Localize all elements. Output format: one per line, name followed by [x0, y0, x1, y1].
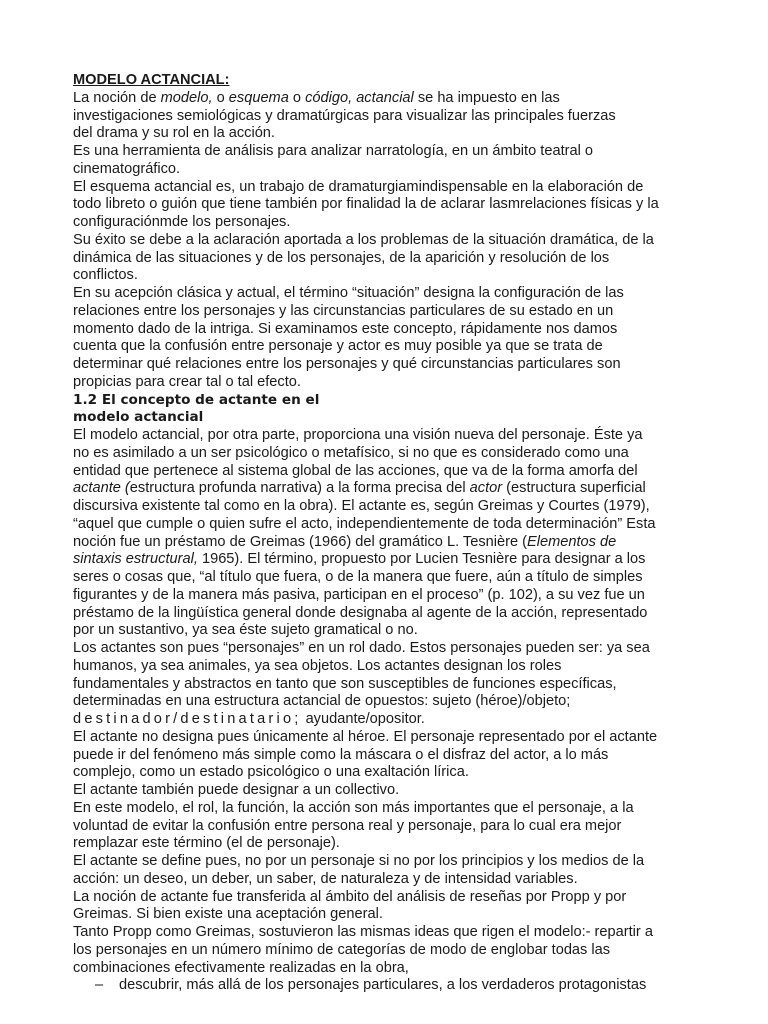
paragraph-exito: Su éxito se debe a la aclaración aportada a los problemas de la situación dramática, de la dinámica de las situaciones y de los personajes, de la aparición y resolución de los conflictos. [73, 231, 654, 284]
dash-bullet-icon: – [95, 977, 104, 994]
paragraph-esquema: El esquema actancial es, un trabajo de dramaturgiamindispensable en la elaboración de todo libreto o guión que tiene también por finalidad la de aclarar lasmrelaciones físicas y la configuraciónmde los personajes. [73, 178, 659, 230]
paragraph-propp: Tanto Propp como Greimas, sostuvieron las mismas ideas que rigen el modelo:- repartir a los personajes en un número mínimo de categorías de modo de englobar todas las combinaciones efectivamente realizadas en la obra, [73, 924, 653, 976]
paragraph-define: El actante se define pues, no por un personaje si no por los principios y los medios de la acción: un deseo, un deber, un saber, de naturaleza y de intensidad variables. [73, 853, 645, 887]
document-page [73, 72, 703, 995]
paragraph-heroe: El actante no designa pues únicamente al héroe. El personaje representado por el actante puede ir del fenómeno más simple como la máscara o el disfraz del actor, a lo más complejo, como un estado psicológico o una exaltación lírica. [73, 728, 658, 781]
paragraph-rol: En este modelo, el rol, la función, la acción son más importantes que el personaje, a la voluntad de evitar la confusión entre persona real y personaje, para lo cual era mejor remplazar este término (el de personaje). [73, 799, 634, 852]
paragraph-modelo: El modelo actancial, por otra parte, proporciona una visión nueva del personaje. Éste ya no es asimilado a un ser psicológico o metafísico, si no que es considerado como una entidad que pertenece al sistema global de las acciones, que va de la forma amorfa del actante (estructura profunda narrativa) a la forma precisa del actor (estructura superficial discursiva existente tal como en la obra). El actante es, según Greimas y Courtes (1979), “aquel que cumple o quien sufre el acto, independientemente de toda determinación” Esta noción fue un préstamo de Greimas (1966) del gramático L. Tesnière (Elementos de sintaxis estructural, 1965). El término, propuesto por Lucien Tesnière para designar a los seres o cosas que, “al título que fuera, o de la manera que fuere, aún a título de simples figurantes y de la manera más pasiva, participan en el proceso” (p. 102), a su vez fue un préstamo de la lingüística general donde designaba al agente de la acción, representado por un sustantivo, ya sea éste sujeto gramatical o no. [73, 427, 656, 639]
paragraph-actantes: Los actantes son pues “personajes” en un rol dado. Estos personajes pueden ser: ya sea humanos, ya sea animales, ya sea objetos. Los actantes designan los roles fundamentales y abstractos en tanto que son susceptibles de funciones específicas, determinadas en una estructura actancial de opuestos: sujeto (héroe)/objeto; destinador/destinatario; ayudante/opositor. [73, 640, 650, 727]
list-item: – descubrir, más allá de los personajes particulares, a los verdaderos protagonistas [95, 977, 647, 994]
paragraph-nocion: La noción de actante fue transferida al ámbito del análisis de reseñas por Propp y por Greimas. Si bien existe una aceptación general. [73, 888, 627, 923]
document-title: MODELO ACTANCIAL: [73, 72, 230, 88]
section-heading: 1.2 El concepto de actante en el modelo actancial [73, 391, 320, 426]
paragraph-colectivo: El actante también puede designar a un collectivo. [73, 782, 400, 798]
paragraph-herramienta: Es una herramienta de análisis para analizar narratología, en un ámbito teatral o cinematográfico. [73, 143, 594, 177]
paragraph-situacion: En su acepción clásica y actual, el término “situación” designa la configuración de las relaciones entre los personajes y las circunstancias particulares de su estado en un momento dado de la intriga. Si examinamos este concepto, rápidamente nos damos cuenta que la confusión entre personaje y actor es muy posible ya que se trata de determinar qué relaciones entre los personajes y qué circunstancias particulares son propicias para crear tal o tal efecto. [73, 285, 624, 390]
paragraph-intro: La noción de modelo, o esquema o código, actancial se ha impuesto en las investigaciones semiológicas y dramatúrgicas para visualizar las principales fuerzas del drama y su rol en la acción. [73, 89, 616, 142]
